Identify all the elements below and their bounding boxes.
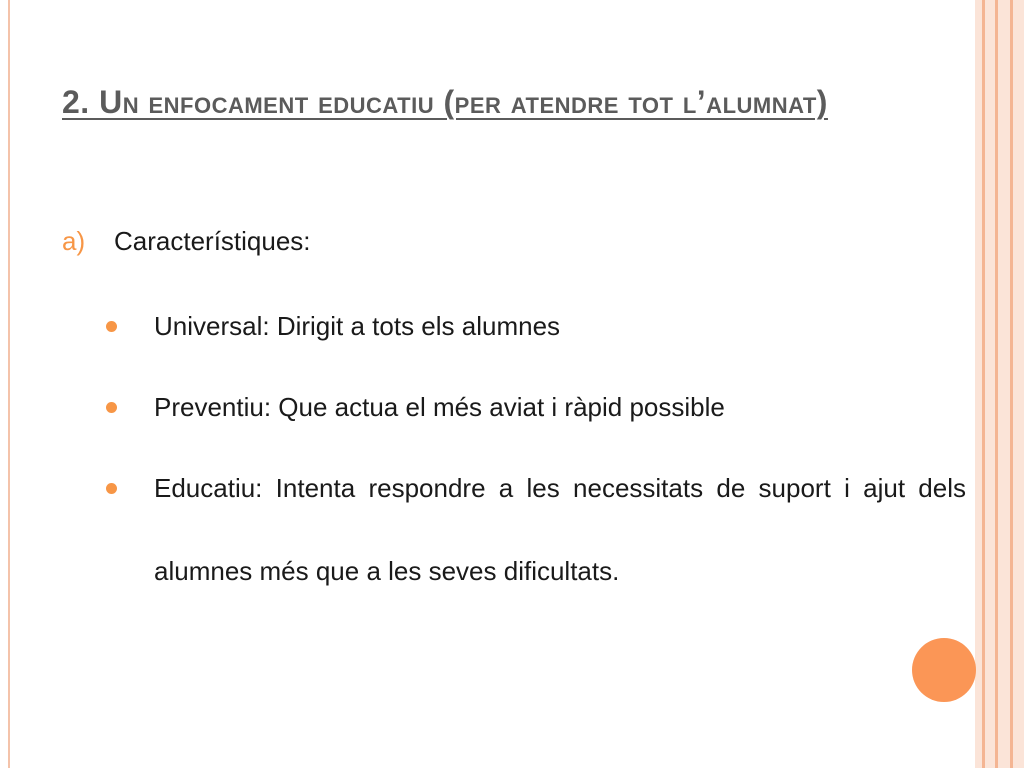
bullet-item [104,306,966,346]
list-marker: a) [62,226,86,256]
bullet-text: Educatiu: Intenta respondre a les necessitats de suport i ajut dels alumnes més que a les seves dificultats. [154,473,966,586]
section-heading [62,226,311,257]
bullet-list [104,306,966,654]
bullet-dot-icon [106,321,117,332]
bullet-text: Preventiu: Que actua el més aviat i ràpid possible [154,392,725,422]
bullet-item [104,387,966,427]
section-heading-text: Característiques: [114,226,311,256]
slide-title: 2. Un enfocament educatiu (per atendre tot l’alumnat) [62,84,828,120]
bullet-item [104,447,966,613]
decor-stripe [1013,0,1024,768]
decor-stripe [985,0,995,768]
decor-stripe [975,0,982,768]
bullet-text: Universal: Dirigit a tots els alumnes [154,311,561,341]
bullet-dot-icon [106,402,117,413]
left-border-line [8,0,10,768]
decor-stripe [998,0,1010,768]
bullet-dot-icon [106,483,117,494]
